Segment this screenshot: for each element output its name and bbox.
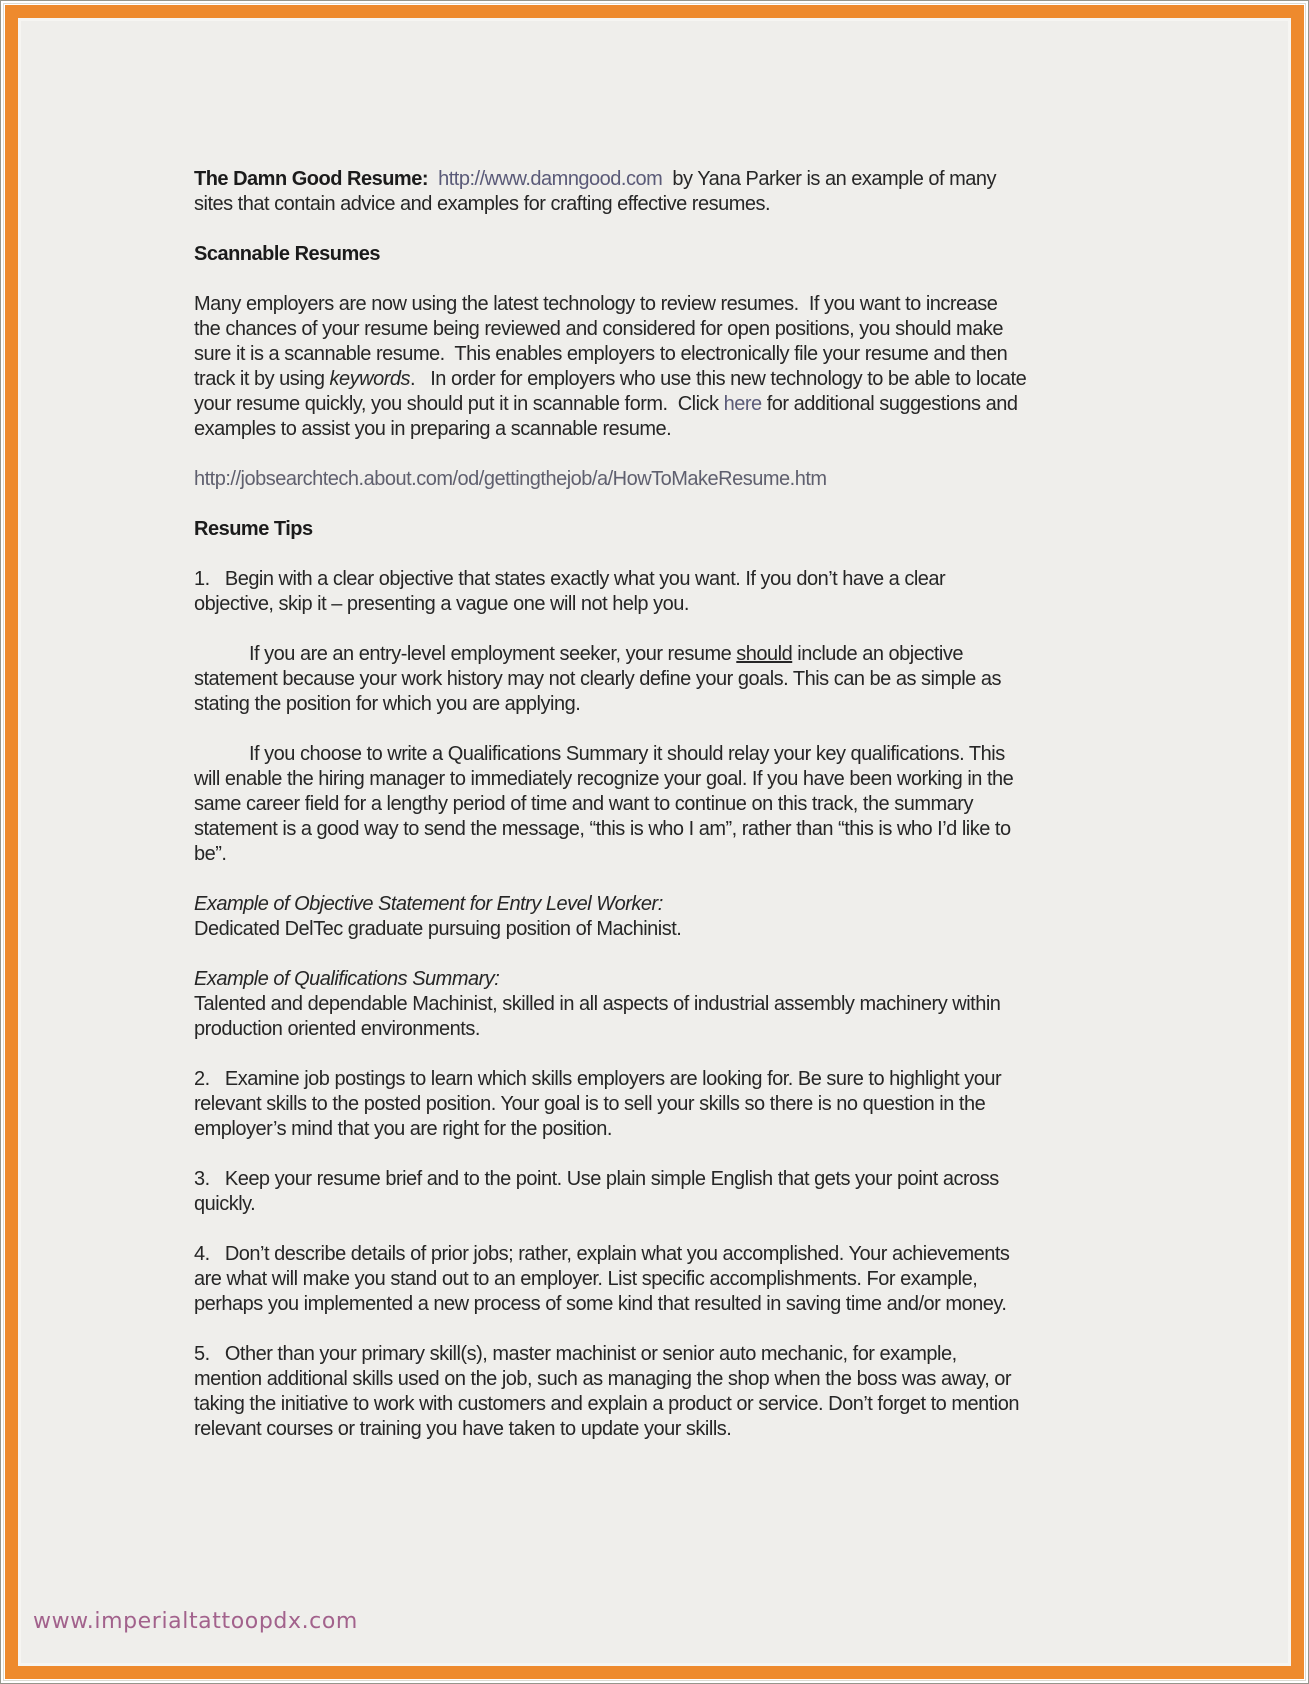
tip-5: 5. Other than your primary skill(s), master machinist or senior auto mechanic, for example, mention additional skills used on the job, such as managing the shop when the boss was away, or taking the initiative to work with customers and explain a product or service. Don’t forget to mention relevant courses or training you have taken to update your skills. [194, 1343, 1025, 1440]
scannable-paragraph [194, 292, 1032, 442]
example-qualifications-body: Talented and dependable Machinist, skilled in all aspects of industrial assembly machinery within production oriented environments. [194, 993, 1006, 1040]
example-qualifications-block [194, 967, 1028, 1042]
here-link[interactable]: here [723, 393, 762, 415]
scannable-part3: for additional suggestions and examples to assist you in preparing a scannable resume. [194, 393, 1023, 440]
example-objective-block [194, 892, 1028, 942]
heading-resume-tips: Resume Tips [194, 518, 313, 540]
example-objective-title: Example of Objective Statement for Entry Level Worker: [194, 893, 663, 915]
heading-scannable-resumes: Scannable Resumes [194, 243, 381, 265]
objective-part1: If you are an entry-level employment seeker, your resume [249, 643, 737, 665]
damngood-url-link[interactable]: http://www.damngood.com [438, 168, 663, 190]
tip-4: 4. Don’t describe details of prior jobs; rather, explain what you accomplished. Your achievements are what will make you stand out to an employer. List specific accomplishments. For example, perhaps you implemented a new process of some kind that resulted in saving time and/or money. [194, 1243, 1015, 1315]
tip-2: 2. Examine job postings to learn which skills employers are looking for. Be sure to highlight your relevant skills to the posted position. Your goal is to sell your skills so there is no question in the employer’s mind that you are right for the position. [194, 1068, 1007, 1140]
jobsearchtech-url-link[interactable]: http://jobsearchtech.about.com/od/gettingthejob/a/HowToMakeResume.htm [194, 468, 827, 490]
example-objective-body: Dedicated DelTec graduate pursuing position of Machinist. [194, 918, 682, 940]
tip-1: 1. Begin with a clear objective that states exactly what you want. If you don’t have a clear objective, skip it – presenting a vague one will not help you. [194, 568, 951, 615]
document-text-column [194, 167, 1032, 1467]
objective-statement-paragraph [194, 642, 1028, 717]
scannable-part2: . In order for employers who use this new technology to be able to locate your resume quickly, you should put it in scannable form. Click [194, 368, 1032, 415]
should-underlined: should [736, 643, 793, 665]
intro-paragraph [194, 167, 1028, 217]
page-content [18, 18, 1291, 1666]
example-qualifications-title: Example of Qualifications Summary: [194, 968, 500, 990]
watermark: www.imperialtattoopdx.com [33, 1609, 358, 1634]
intro-rest: by Yana Parker is an example of many sites that contain advice and examples for crafting effective resumes. [194, 168, 1002, 215]
tip-3: 3. Keep your resume brief and to the point. Use plain simple English that gets your point across quickly. [194, 1168, 1004, 1215]
scannable-part1: Many employers are now using the latest technology to review resumes. If you want to increase the chances of your resume being reviewed and considered for open positions, you should make sure it is a scannable resume. This enables employers to electronically file your resume and then track it by using [194, 293, 1013, 390]
objective-part2: include an objective statement because your work history may not clearly define your goals. This can be as simple as stating the position for which you are applying. [194, 643, 1007, 715]
qualifications-summary-paragraph: If you choose to write a Qualifications Summary it should relay your key qualifications. This will enable the hiring manager to immediately recognize your goal. If you have been working in the same career field for a lengthy period of time and want to continue on this track, the summary statement is a good way to send the message, “this is who I am”, rather than “this is who I’d like to be”. [194, 743, 1019, 865]
intro-title: The Damn Good Resume: [194, 168, 439, 190]
keywords-italic: keywords [329, 368, 410, 390]
